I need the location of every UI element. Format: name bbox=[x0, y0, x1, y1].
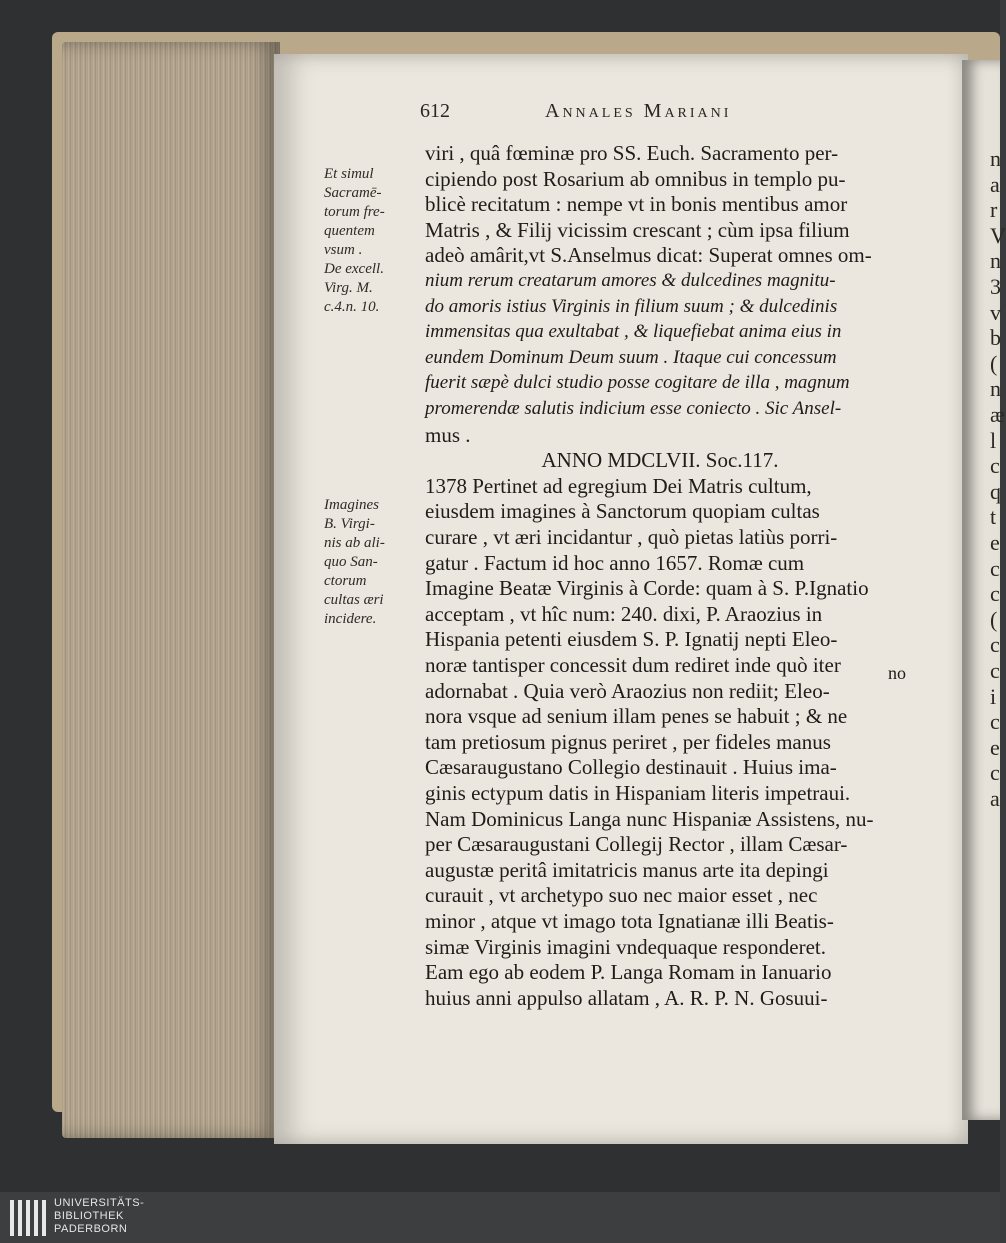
facing-page-fragment: e bbox=[990, 530, 1000, 555]
body-line: mus . bbox=[425, 422, 471, 447]
facing-page-fragment: i bbox=[990, 683, 997, 709]
body-line: minor , atque vt imago tota Ignatianæ illi Beatis- bbox=[425, 909, 834, 933]
body-line: Hispania petenti eiusdem S. P. Ignatij nepti Eleo- bbox=[425, 627, 838, 652]
body-line: curare , vt æri incidantur , quò pietas latiùs porri- bbox=[425, 525, 838, 549]
facing-page-fragment: c bbox=[990, 632, 1000, 658]
page-number: 612 bbox=[420, 100, 450, 122]
facing-page-fragment: n bbox=[990, 376, 1001, 402]
margin-note-line: torum fre- bbox=[324, 204, 385, 220]
library-name-line1: UNIVERSITÄTS- bbox=[54, 1197, 145, 1209]
facing-page-fragment: b bbox=[990, 325, 1001, 351]
facing-page-fragment: ( bbox=[990, 606, 998, 632]
library-logo-icon bbox=[10, 1200, 48, 1236]
margin-note-line: c.4.n. 10. bbox=[324, 299, 380, 315]
body-line: simæ Virginis imagini vndequaque responderet. bbox=[425, 934, 826, 959]
body-line: augustæ peritâ imitatricis manus arte ita depingi bbox=[425, 857, 829, 882]
body-line: cipiendo post Rosarium ab omnibus in templo pu- bbox=[425, 166, 846, 191]
facing-page-fragment: a bbox=[990, 171, 1000, 197]
facing-page-fragment: t bbox=[990, 504, 997, 530]
footer-bar bbox=[0, 1192, 1000, 1243]
facing-page-fragment: ( bbox=[990, 350, 998, 376]
body-line: Eam ego ab eodem P. Langa Romam in Ianuario bbox=[425, 960, 832, 985]
body-line: ANNO MDCLVII. Soc.117. bbox=[541, 448, 779, 473]
body-line: nium rerum creatarum amores & dulcedines magnitu- bbox=[425, 270, 836, 291]
body-line: 1378 Pertinet ad egregium Dei Matris cultum, bbox=[425, 473, 812, 498]
body-line: adeò amârit,vt S.Anselmus dicat: Superat omnes om- bbox=[425, 243, 872, 268]
body-line: nora vsque ad senium illam penes se habuit ; & ne bbox=[425, 704, 848, 729]
facing-page-fragment: l bbox=[990, 427, 997, 453]
body-line: Imagine Beatæ Virginis à Corde: quam à S. P.Ignatio bbox=[425, 576, 869, 601]
facing-page-fragment: 3 bbox=[990, 274, 1001, 299]
library-name bbox=[54, 1197, 144, 1236]
facing-page-fragment: r bbox=[990, 197, 998, 223]
facing-page-fragment: a bbox=[990, 786, 1000, 811]
facing-page-fragment: n bbox=[990, 248, 1001, 274]
facing-page-fragment: c bbox=[990, 709, 1000, 735]
library-name-line3: PADERBORN bbox=[54, 1223, 128, 1235]
facing-page-fragment: c bbox=[990, 581, 1000, 607]
facing-page-fragment: V bbox=[990, 222, 1006, 248]
margin-note-images bbox=[324, 496, 385, 629]
facing-page-fragment: e bbox=[990, 734, 1000, 760]
body-line: eundem Dominum Deum suum . Itaque cui concessum bbox=[425, 346, 837, 368]
body-line: curauit , vt archetypo suo nec maior esset , nec bbox=[425, 883, 818, 908]
body-line: ginis ectypum datis in Hispaniam literis impetraui. bbox=[425, 781, 851, 805]
body-line: blicè recitatum : nempe vt in bonis mentibus amor bbox=[425, 192, 848, 217]
facing-page-fragment: æ bbox=[990, 402, 1005, 427]
margin-note-line: B. Virgi- bbox=[324, 516, 375, 532]
page-header bbox=[420, 100, 940, 132]
facing-page-fragment: c bbox=[990, 658, 1000, 683]
facing-page-fragment: n bbox=[990, 146, 1001, 171]
body-line: Matris , & Filij vicissim crescant ; cùm ipsa filium bbox=[425, 217, 850, 242]
body-line: acceptam , vt hîc num: 240. dixi, P. Araozius in bbox=[425, 601, 823, 626]
body-line: noræ tantisper concessit dum rediret inde quò iter bbox=[425, 653, 841, 677]
margin-note-line: cultas æri bbox=[324, 592, 384, 608]
facing-page-edge bbox=[962, 60, 1006, 1120]
margin-note-sacraments bbox=[324, 165, 385, 317]
facing-page-fragment: c bbox=[990, 555, 1000, 581]
facing-page-fragment: c bbox=[990, 453, 1000, 479]
margin-note-line: vsum . bbox=[324, 242, 363, 258]
running-title: Annales Mariani bbox=[545, 100, 732, 122]
margin-note-line: nis ab ali- bbox=[324, 535, 385, 551]
margin-note-line: quentem bbox=[324, 223, 375, 239]
body-line: immensitas qua exultabat , & liquefiebat anima eius in bbox=[425, 321, 842, 343]
body-line: do amoris istius Virginis in filium suum ; & dulcedinis bbox=[425, 295, 838, 317]
margin-note-line: incidere. bbox=[324, 611, 377, 627]
margin-note-line: Imagines bbox=[324, 497, 379, 513]
margin-note-line: De excell. bbox=[324, 261, 384, 277]
library-name-line2: BIBLIOTHEK bbox=[54, 1210, 124, 1222]
body-line: per Cæsaraugustani Collegij Rector , illam Cæsar- bbox=[425, 832, 848, 857]
body-line: viri , quâ fœminæ pro SS. Euch. Sacramento per- bbox=[425, 141, 839, 165]
facing-page-fragment: v bbox=[990, 299, 1001, 325]
body-line: Nam Dominicus Langa nunc Hispaniæ Assistens, nu- bbox=[425, 806, 874, 831]
margin-note-line: Sacramē- bbox=[324, 185, 382, 201]
catchword: no bbox=[888, 663, 906, 683]
body-line: tam pretiosum pignus periret , per fideles manus bbox=[425, 729, 831, 754]
margin-note-line: Et simul bbox=[324, 166, 374, 182]
body-line: eiusdem imagines à Sanctorum quopiam cultas bbox=[425, 499, 820, 524]
facing-page-fragment: c bbox=[990, 760, 1000, 786]
facing-page-fragment: q bbox=[990, 478, 1001, 504]
margin-note-line: ctorum bbox=[324, 573, 367, 589]
page-edges bbox=[62, 42, 280, 1138]
margin-note-line: quo San- bbox=[324, 554, 378, 570]
body-line: adornabat . Quia verò Araozius non rediit; Eleo- bbox=[425, 678, 830, 703]
body-line: huius anni appulso allatam , A. R. P. N. Gosuui- bbox=[425, 985, 828, 1010]
body-line: promerendæ salutis indicium esse coniecto . Sic Ansel- bbox=[425, 398, 842, 419]
body-line: gatur . Factum id hoc anno 1657. Romæ cum bbox=[425, 550, 805, 575]
body-line: Cæsaraugustano Collegio destinauit . Huius ima- bbox=[425, 755, 837, 780]
body-line: fuerit sæpè dulci studio posse cogitare de illa , magnum bbox=[425, 372, 850, 394]
margin-note-line: Virg. M. bbox=[324, 280, 373, 296]
